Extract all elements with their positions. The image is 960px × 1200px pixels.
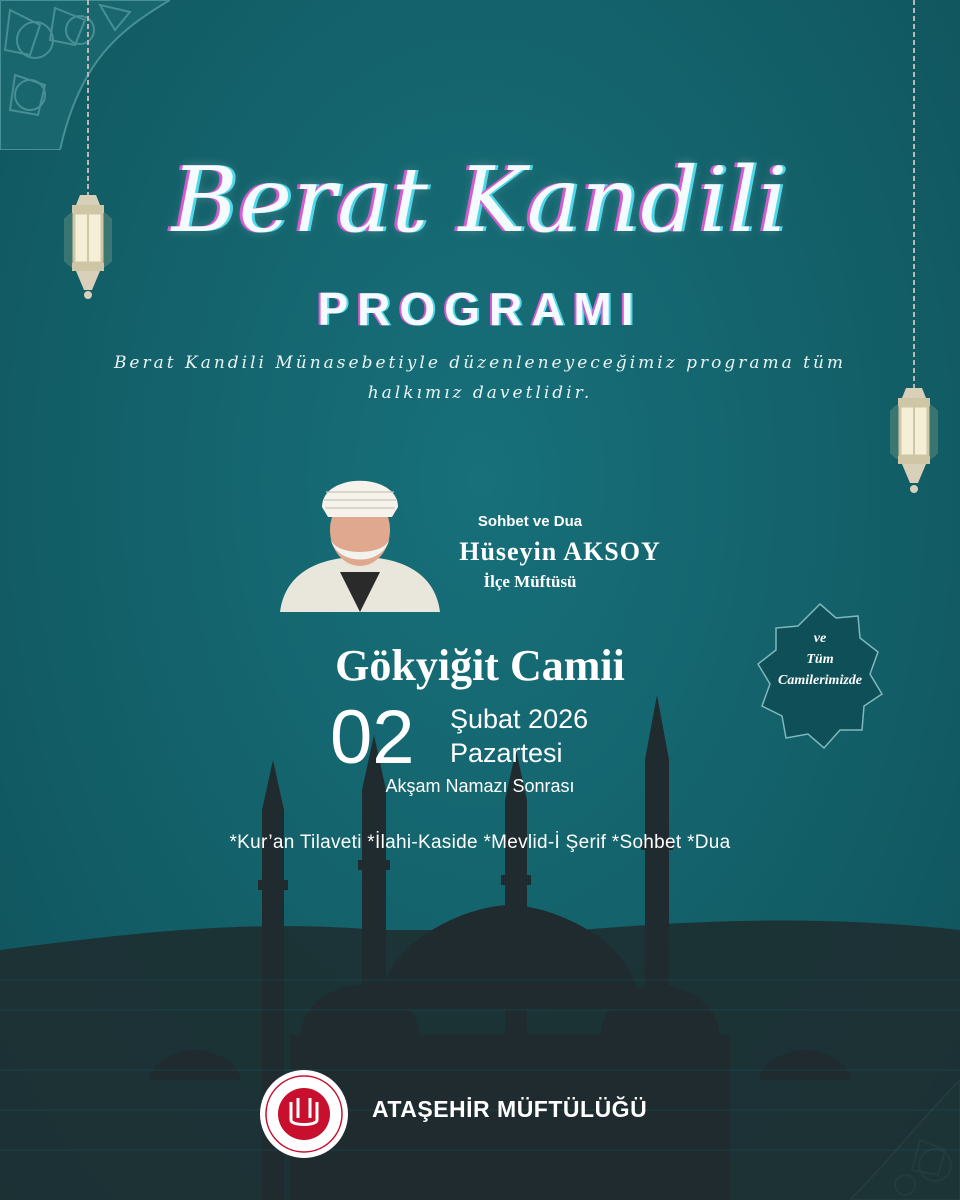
badge-line-1: ve xyxy=(813,631,827,646)
speaker-name: Hüseyin AKSOY xyxy=(459,537,661,566)
invitation-text: Berat Kandili Münasebetiyle düzenleneyeceğimiz programa tüm halkımız davetlidir. xyxy=(113,353,847,403)
badge-line-2: Tüm xyxy=(806,652,834,667)
title-script: Berat Kandili xyxy=(171,148,789,253)
event-time: Akşam Namazı Sonrası xyxy=(385,776,575,796)
event-weekday: Pazartesi xyxy=(450,738,563,768)
event-month-year: Şubat 2026 xyxy=(450,704,589,734)
title-program: PROGRAMI xyxy=(317,283,643,335)
speaker-role: Sohbet ve Dua xyxy=(477,513,583,530)
organization-name: ATAŞEHİR MÜFTÜLÜĞÜ xyxy=(372,1096,648,1122)
venue-name: Gökyiğit Camii xyxy=(335,641,625,690)
speaker-title: İlçe Müftüsü xyxy=(483,572,577,591)
event-day: 02 xyxy=(330,695,415,780)
diyanet-emblem xyxy=(258,1068,350,1160)
program-items: *Kur’an Tilaveti *İlahi-Kaside *Mevlid-İ Şerif *Sohbet *Dua xyxy=(229,832,731,853)
speaker-portrait xyxy=(280,462,440,612)
badge-line-3: Camilerimizde xyxy=(778,673,862,688)
